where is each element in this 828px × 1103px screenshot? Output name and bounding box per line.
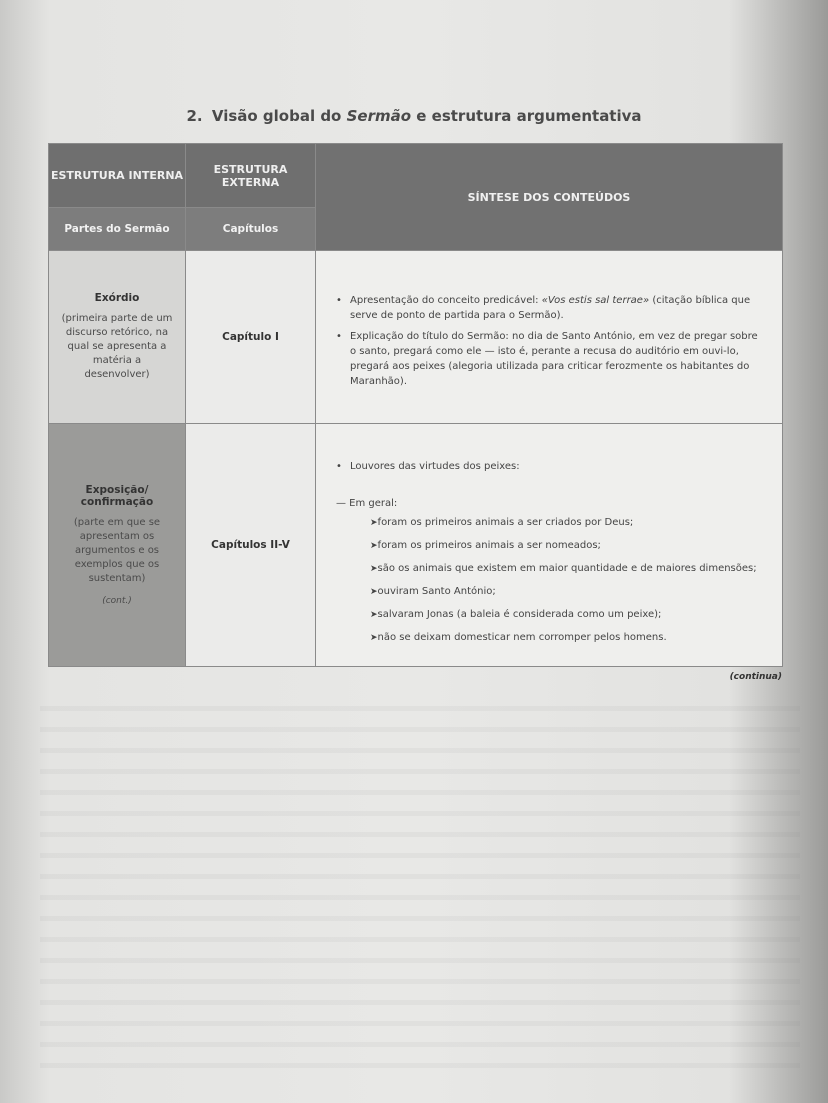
list-item: [336, 329, 764, 389]
table-row: [49, 424, 783, 667]
synthesis-cell: [316, 424, 783, 667]
section-title-before: Visão global do: [211, 107, 342, 125]
synthesis-list: [316, 437, 782, 488]
list-item: [336, 293, 764, 323]
list-item: ➤ foram os primeiros animais a ser criados por Deus;: [356, 515, 782, 531]
synthesis-list: [316, 271, 782, 403]
bullet-quote: «Vos estis sal terrae»: [541, 295, 650, 306]
list-item: ➤ salvaram Jonas (a baleia é considerada como um peixe);: [356, 607, 782, 623]
header-chapters: Capítulos: [186, 208, 316, 251]
part-name: Exórdio: [94, 292, 140, 304]
chapter-cell: Capítulos II-V: [186, 424, 316, 667]
bullet-text-after: (citação bíblica que serve de ponto de partida para o Sermão).: [350, 295, 751, 321]
section-number: 2.: [186, 107, 203, 125]
list-item: ➤ foram os primeiros animais a ser nomeados;: [356, 538, 782, 554]
bullet-text: Apresentação do conceito predicável:: [350, 295, 542, 306]
list-item: ➤ não se deixam domesticar nem corromper pelos homens.: [356, 630, 782, 646]
list-item: ➤ são os animais que existem em maior quantidade e de maiores dimensões;: [356, 561, 782, 577]
continues-label: (continua): [729, 672, 782, 682]
header-synthesis: SÍNTESE DOS CONTEÚDOS: [316, 144, 783, 251]
sub-heading: — Em geral:: [336, 498, 398, 509]
part-description: (parte em que se apresentam os argumentos e os exemplos que os sustentam): [73, 517, 161, 584]
bleed-through-texture: [40, 690, 800, 1080]
part-name: Exposição/ confirmação: [80, 484, 154, 508]
header-internal: ESTRUTURA INTERNA: [49, 144, 186, 208]
synthesis-cell: [316, 251, 783, 424]
table-row: [49, 251, 783, 424]
header-parts: Partes do Sermão: [49, 208, 186, 251]
list-item: ➤ ouviram Santo António;: [356, 584, 782, 600]
header-external: ESTRUTURA EXTERNA: [186, 144, 316, 208]
list-item: • Louvores das virtudes dos peixes:: [336, 459, 764, 474]
part-cell: [49, 424, 186, 667]
structure-table: [48, 143, 783, 667]
chapter-cell: Capítulo I: [186, 251, 316, 424]
arrow-list: [316, 515, 782, 646]
section-title: [0, 107, 828, 125]
section-title-after: e estrutura argumentativa: [416, 107, 642, 125]
bullet-text: Explicação do título do Sermão: no dia de Santo António, em vez de pregar sobre o santo, pregará como ele — isto é, perante a recusa do auditório em ouvi-lo, pregará aos peixes (alegoria utilizada para criticar ferozmente os habitantes do Maranhão).: [350, 331, 758, 387]
part-description: (primeira parte de um discurso retórico, na qual se apresenta a matéria a desenvolver): [61, 313, 173, 380]
section-title-italic: Sermão: [346, 107, 412, 125]
part-cell: [49, 251, 186, 424]
part-continued: (cont.): [102, 596, 132, 606]
